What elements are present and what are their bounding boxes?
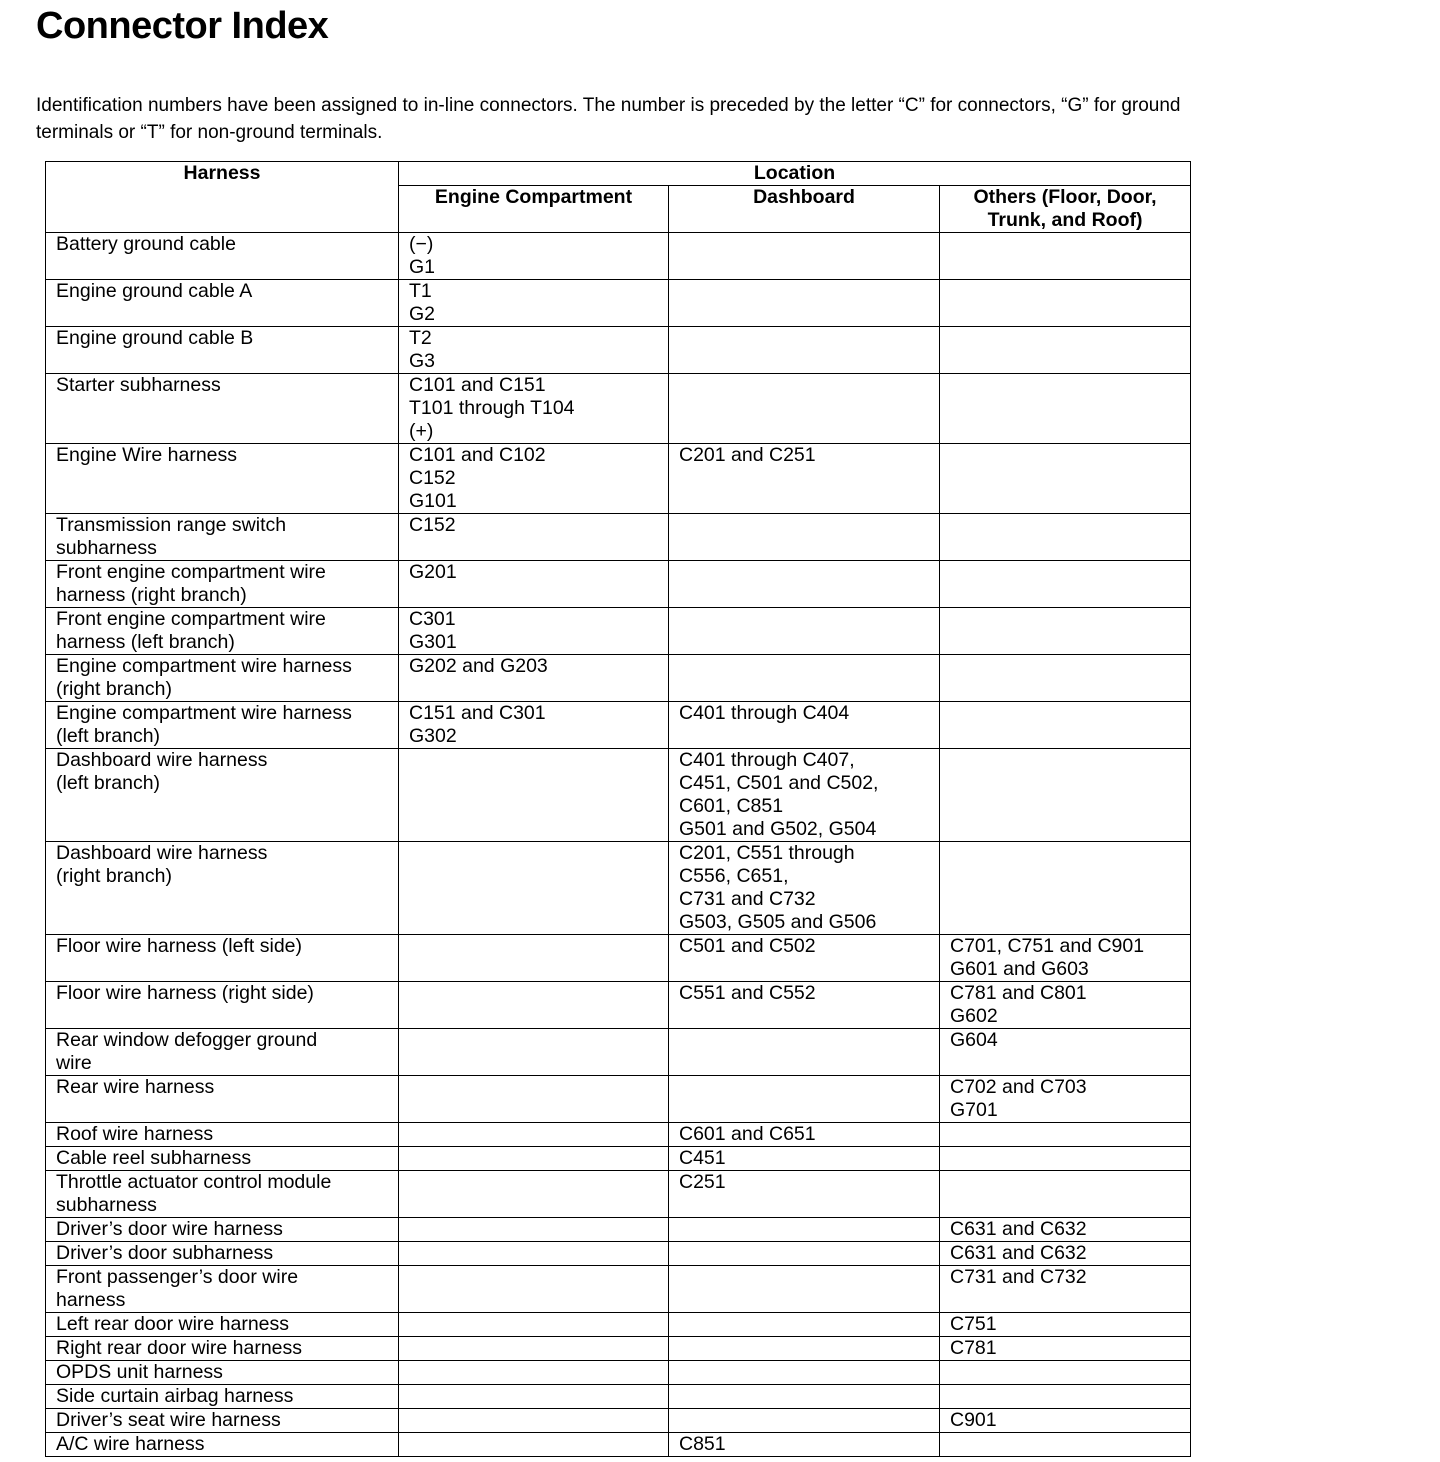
others-cell: G604 [940, 1029, 1191, 1076]
table-row [46, 327, 1191, 374]
table-row [46, 1171, 1191, 1218]
table-row [46, 1218, 1191, 1242]
engine-compartment-cell: C101 and C151 T101 through T104 (+) [399, 374, 669, 444]
others-cell [940, 1147, 1191, 1171]
engine-compartment-cell: G202 and G203 [399, 655, 669, 702]
others-cell [940, 842, 1191, 935]
engine-compartment-cell [399, 1385, 669, 1409]
others-cell [940, 1123, 1191, 1147]
harness-cell: Rear window defogger ground wire [46, 1029, 399, 1076]
harness-cell: Driver’s door subharness [46, 1242, 399, 1266]
dashboard-cell [669, 233, 940, 280]
harness-cell: OPDS unit harness [46, 1361, 399, 1385]
table-row [46, 1076, 1191, 1123]
harness-cell: Front passenger’s door wire harness [46, 1266, 399, 1313]
harness-cell: Engine ground cable A [46, 280, 399, 327]
harness-cell: Front engine compartment wire harness (right branch) [46, 561, 399, 608]
harness-cell: Driver’s door wire harness [46, 1218, 399, 1242]
others-cell [940, 561, 1191, 608]
others-cell: C702 and C703 G701 [940, 1076, 1191, 1123]
engine-compartment-cell [399, 749, 669, 842]
harness-cell: Engine ground cable B [46, 327, 399, 374]
harness-cell: Engine compartment wire harness (left branch) [46, 702, 399, 749]
table-row [46, 1266, 1191, 1313]
connector-index-table [45, 161, 1191, 1457]
harness-cell: Dashboard wire harness (right branch) [46, 842, 399, 935]
harness-cell: Transmission range switch subharness [46, 514, 399, 561]
dashboard-cell: C401 through C407, C451, C501 and C502, C601, C851 G501 and G502, G504 [669, 749, 940, 842]
engine-compartment-cell: G201 [399, 561, 669, 608]
column-header-others: Others (Floor, Door, Trunk, and Roof) [940, 186, 1191, 233]
engine-compartment-cell [399, 1076, 669, 1123]
others-cell [940, 1361, 1191, 1385]
harness-cell: Starter subharness [46, 374, 399, 444]
engine-compartment-cell [399, 1409, 669, 1433]
others-cell [940, 233, 1191, 280]
table-row [46, 702, 1191, 749]
table-row [46, 1409, 1191, 1433]
table-row [46, 608, 1191, 655]
table-row [46, 1385, 1191, 1409]
harness-cell: Left rear door wire harness [46, 1313, 399, 1337]
dashboard-cell [669, 1313, 940, 1337]
harness-cell: Side curtain airbag harness [46, 1385, 399, 1409]
dashboard-cell [669, 514, 940, 561]
engine-compartment-cell [399, 1337, 669, 1361]
engine-compartment-cell [399, 1266, 669, 1313]
engine-compartment-cell [399, 1218, 669, 1242]
page-title: Connector Index [36, 5, 329, 47]
others-cell [940, 280, 1191, 327]
dashboard-cell [669, 561, 940, 608]
engine-compartment-cell [399, 982, 669, 1029]
dashboard-cell [669, 1361, 940, 1385]
table-header [46, 162, 1191, 233]
table-row [46, 1337, 1191, 1361]
dashboard-cell [669, 608, 940, 655]
harness-cell: Dashboard wire harness (left branch) [46, 749, 399, 842]
dashboard-cell: C401 through C404 [669, 702, 940, 749]
harness-cell: Front engine compartment wire harness (left branch) [46, 608, 399, 655]
engine-compartment-cell [399, 1029, 669, 1076]
harness-cell: Engine Wire harness [46, 444, 399, 514]
table-row [46, 374, 1191, 444]
engine-compartment-cell [399, 1313, 669, 1337]
engine-compartment-cell [399, 1123, 669, 1147]
dashboard-cell: C201 and C251 [669, 444, 940, 514]
harness-cell: Rear wire harness [46, 1076, 399, 1123]
engine-compartment-cell: (−) G1 [399, 233, 669, 280]
others-cell [940, 514, 1191, 561]
table-row [46, 444, 1191, 514]
column-header-location: Location [399, 162, 1191, 186]
dashboard-cell: C451 [669, 1147, 940, 1171]
dashboard-cell [669, 1337, 940, 1361]
others-cell [940, 1171, 1191, 1218]
dashboard-cell [669, 1385, 940, 1409]
dashboard-cell: C551 and C552 [669, 982, 940, 1029]
others-cell [940, 327, 1191, 374]
dashboard-cell [669, 1029, 940, 1076]
table-row [46, 280, 1191, 327]
dashboard-cell: C201, C551 through C556, C651, C731 and C732 G503, G505 and G506 [669, 842, 940, 935]
column-header-engine-compartment: Engine Compartment [399, 186, 669, 233]
dashboard-cell [669, 374, 940, 444]
table-row [46, 1242, 1191, 1266]
others-cell: C901 [940, 1409, 1191, 1433]
table-row [46, 842, 1191, 935]
others-cell: C781 and C801 G602 [940, 982, 1191, 1029]
harness-cell: Floor wire harness (right side) [46, 982, 399, 1029]
harness-cell: Roof wire harness [46, 1123, 399, 1147]
harness-cell: Battery ground cable [46, 233, 399, 280]
engine-compartment-cell [399, 1433, 669, 1457]
others-cell [940, 1385, 1191, 1409]
harness-cell: Cable reel subharness [46, 1147, 399, 1171]
dashboard-cell: C251 [669, 1171, 940, 1218]
others-cell [940, 608, 1191, 655]
others-cell: C631 and C632 [940, 1218, 1191, 1242]
header-row-top [46, 162, 1191, 186]
engine-compartment-cell [399, 1361, 669, 1385]
engine-compartment-cell: C101 and C102 C152 G101 [399, 444, 669, 514]
table-body [46, 233, 1191, 1457]
engine-compartment-cell: T1 G2 [399, 280, 669, 327]
dashboard-cell [669, 655, 940, 702]
others-cell [940, 749, 1191, 842]
dashboard-cell: C501 and C502 [669, 935, 940, 982]
others-cell [940, 1433, 1191, 1457]
others-cell [940, 655, 1191, 702]
table-row [46, 561, 1191, 608]
engine-compartment-cell [399, 1242, 669, 1266]
table-row [46, 1361, 1191, 1385]
others-cell: C701, C751 and C901 G601 and G603 [940, 935, 1191, 982]
engine-compartment-cell: C152 [399, 514, 669, 561]
column-header-harness: Harness [46, 162, 399, 233]
others-cell: C731 and C732 [940, 1266, 1191, 1313]
intro-paragraph: Identification numbers have been assigned to in-line connectors. The number is preceded by the letter “C” for connectors, “G” for ground terminals or “T” for non-ground terminals. [36, 95, 1181, 143]
table-row [46, 1029, 1191, 1076]
dashboard-cell [669, 1409, 940, 1433]
harness-cell: Throttle actuator control module subharness [46, 1171, 399, 1218]
harness-cell: A/C wire harness [46, 1433, 399, 1457]
table-row [46, 1313, 1191, 1337]
engine-compartment-cell [399, 935, 669, 982]
others-cell [940, 444, 1191, 514]
engine-compartment-cell [399, 842, 669, 935]
harness-cell: Right rear door wire harness [46, 1337, 399, 1361]
table-row [46, 982, 1191, 1029]
column-header-dashboard: Dashboard [669, 186, 940, 233]
dashboard-cell [669, 1076, 940, 1123]
table-row [46, 655, 1191, 702]
dashboard-cell: C851 [669, 1433, 940, 1457]
table-row [46, 1433, 1191, 1457]
dashboard-cell [669, 1266, 940, 1313]
others-cell: C781 [940, 1337, 1191, 1361]
dashboard-cell [669, 1242, 940, 1266]
harness-cell: Floor wire harness (left side) [46, 935, 399, 982]
others-cell: C631 and C632 [940, 1242, 1191, 1266]
engine-compartment-cell [399, 1171, 669, 1218]
table-row [46, 749, 1191, 842]
table-row [46, 233, 1191, 280]
engine-compartment-cell: T2 G3 [399, 327, 669, 374]
others-cell: C751 [940, 1313, 1191, 1337]
others-cell [940, 702, 1191, 749]
dashboard-cell: C601 and C651 [669, 1123, 940, 1147]
engine-compartment-cell: C301 G301 [399, 608, 669, 655]
others-cell [940, 374, 1191, 444]
dashboard-cell [669, 280, 940, 327]
engine-compartment-cell [399, 1147, 669, 1171]
table-row [46, 935, 1191, 982]
table-row [46, 514, 1191, 561]
table-row [46, 1123, 1191, 1147]
table-row [46, 1147, 1191, 1171]
harness-cell: Driver’s seat wire harness [46, 1409, 399, 1433]
dashboard-cell [669, 1218, 940, 1242]
harness-cell: Engine compartment wire harness (right branch) [46, 655, 399, 702]
engine-compartment-cell: C151 and C301 G302 [399, 702, 669, 749]
dashboard-cell [669, 327, 940, 374]
